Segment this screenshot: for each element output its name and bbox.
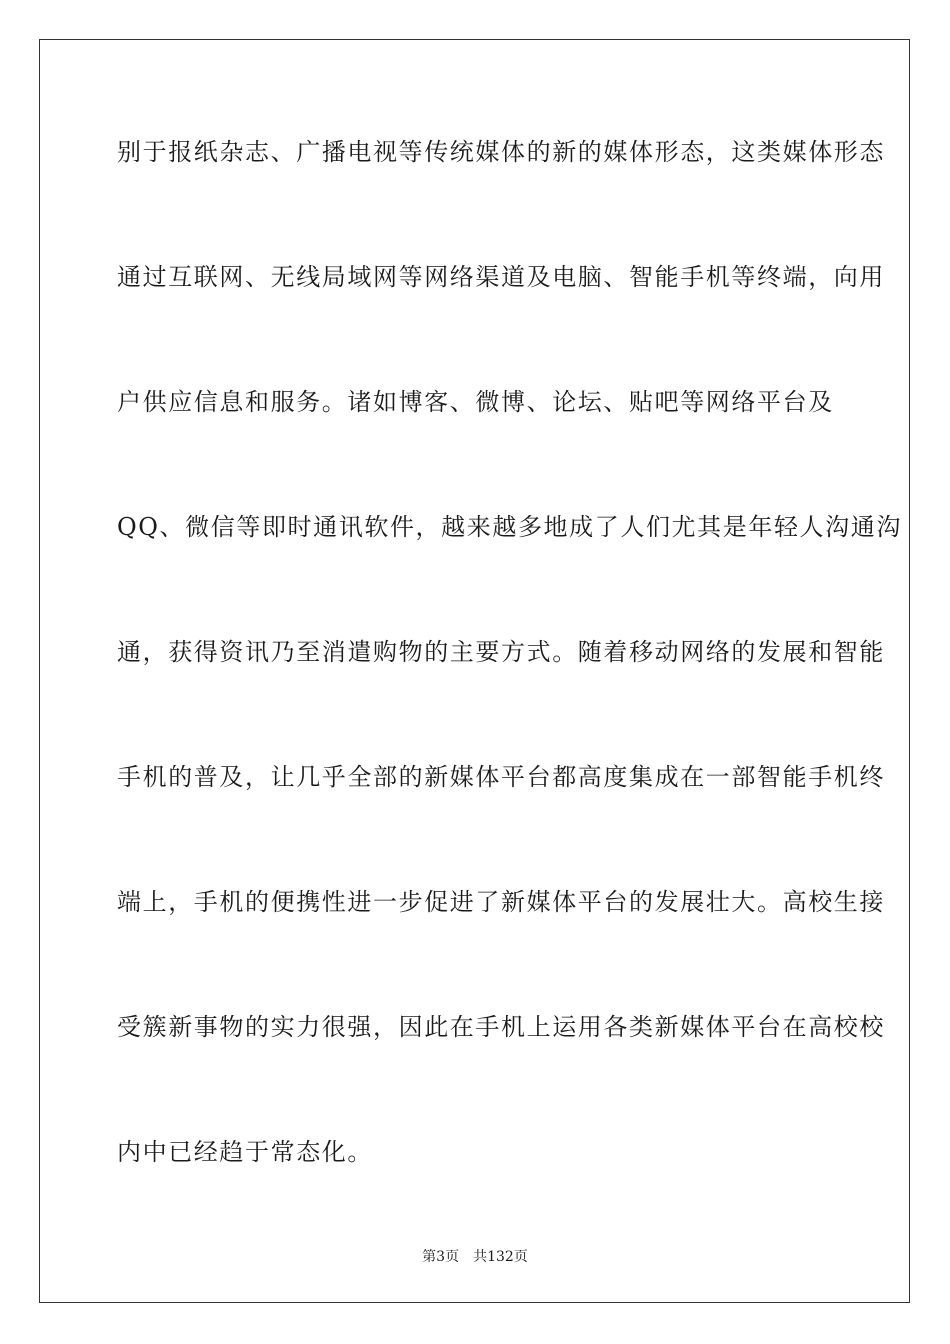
text-line: 端上，手机的便携性进一步促进了新媒体平台的发展壮大。高校生接	[117, 888, 885, 916]
page-footer	[0, 1246, 950, 1266]
page-number: 第3页	[422, 1249, 460, 1265]
page-total: 共132页	[473, 1249, 528, 1265]
text-line: 别于报纸杂志、广播电视等传统媒体的新的媒体形态，这类媒体形态	[117, 138, 885, 166]
text-line: 受簇新事物的实力很强，因此在手机上运用各类新媒体平台在高校校	[117, 1013, 885, 1041]
text-line: 户供应信息和服务。诸如博客、微博、论坛、贴吧等网络平台及	[117, 388, 834, 416]
text-line: QQ、微信等即时通讯软件，越来越多地成了人们尤其是年轻人沟通沟	[117, 513, 902, 541]
text-line: 通，获得资讯乃至消遣购物的主要方式。随着移动网络的发展和智能	[117, 638, 885, 666]
text-line: 通过互联网、无线局域网等网络渠道及电脑、智能手机等终端，向用	[117, 263, 885, 291]
text-line-last: 内中已经趋于常态化。	[117, 1138, 373, 1166]
body-text	[117, 125, 902, 1250]
text-line: 手机的普及，让几乎全部的新媒体平台都高度集成在一部智能手机终	[117, 763, 885, 791]
